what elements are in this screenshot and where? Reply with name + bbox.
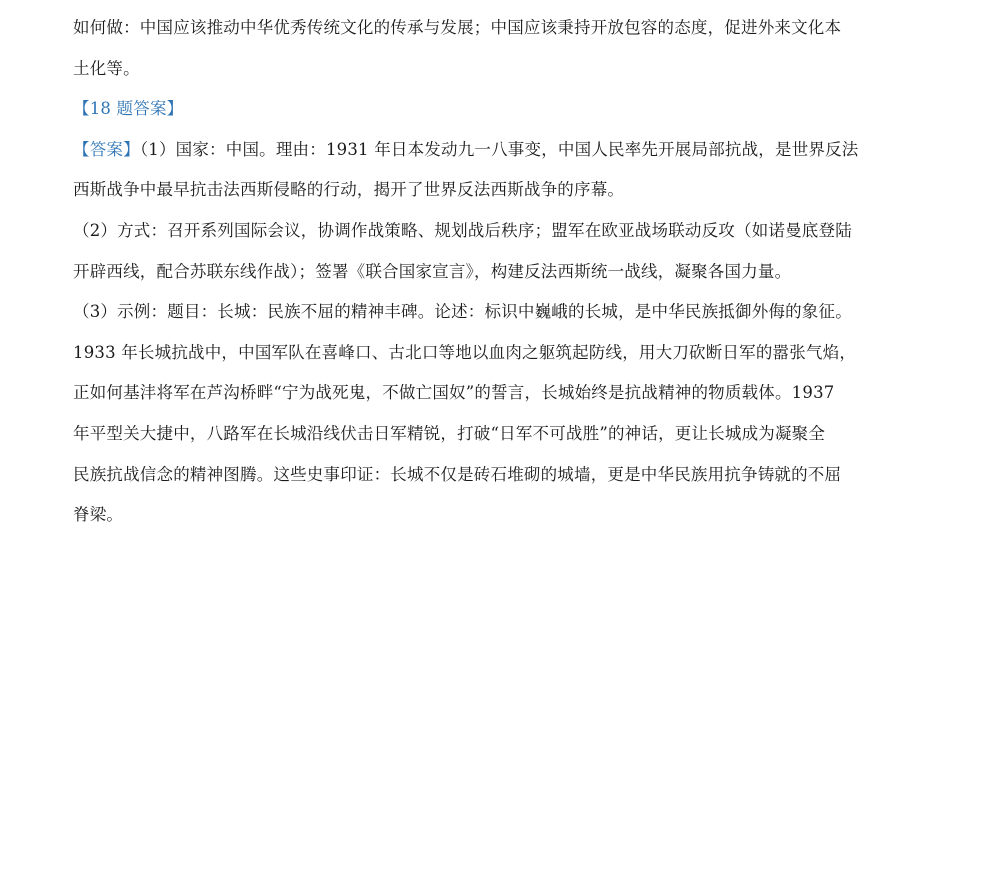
answer-line: 开辟西线，配合苏联东线作战）；签署《联合国家宣言》，构建反法西斯统一战线，凝聚各国力量。 xyxy=(73,261,792,281)
answer-line: 西斯战争中最早抗击法西斯侵略的行动，揭开了世界反法西斯战争的序幕。 xyxy=(73,180,625,200)
question-18-heading: 【18 题答案】 xyxy=(73,99,184,119)
answer-text: （1）国家：中国。理由：1931 年日本发动九一八事变，中国人民率先开展局部抗战，是世界反法 xyxy=(139,139,859,159)
answer-line xyxy=(73,130,923,171)
answer-line: （2）方式：召开系列国际会议，协调作战策略、规划战后秩序；盟军在欧亚战场联动反攻（如诺曼底登陆 xyxy=(73,220,852,240)
answer-part-3 xyxy=(73,292,923,536)
answer-line: （3）示例：题目：长城：民族不屈的精神丰碑。论述：标识中巍峨的长城，是中华民族抵御外侮的象征。 xyxy=(73,302,852,322)
answer-line: 脊梁。 xyxy=(73,505,124,525)
answer-label: 【答案】 xyxy=(73,139,140,159)
document-page xyxy=(73,8,923,536)
answer-line: 正如何基沣将军在芦沟桥畔“宁为战死鬼，不做亡国奴”的誓言，长城始终是抗战精神的物质载体。1937 xyxy=(73,383,835,403)
answer-line: 1933 年长城抗战中，中国军队在喜峰口、古北口等地以血肉之躯筑起防线，用大刀砍断日军的嚣张气焰， xyxy=(73,342,857,362)
intro-paragraph xyxy=(73,8,923,89)
answer-line: 年平型关大捷中，八路军在长城沿线伏击日军精锐，打破“日军不可战胜”的神话，更让长城成为凝聚全 xyxy=(73,423,826,443)
answer-part-1 xyxy=(73,130,923,211)
answer-part-2 xyxy=(73,211,923,292)
intro-line: 土化等。 xyxy=(73,58,140,78)
answer-line: 民族抗战信念的精神图腾。这些史事印证：长城不仅是砖石堆砌的城墙，更是中华民族用抗争铸就的不屈 xyxy=(73,464,842,484)
intro-line: 如何做：中国应该推动中华优秀传统文化的传承与发展；中国应该秉持开放包容的态度，促进外来文化本 xyxy=(73,18,842,37)
